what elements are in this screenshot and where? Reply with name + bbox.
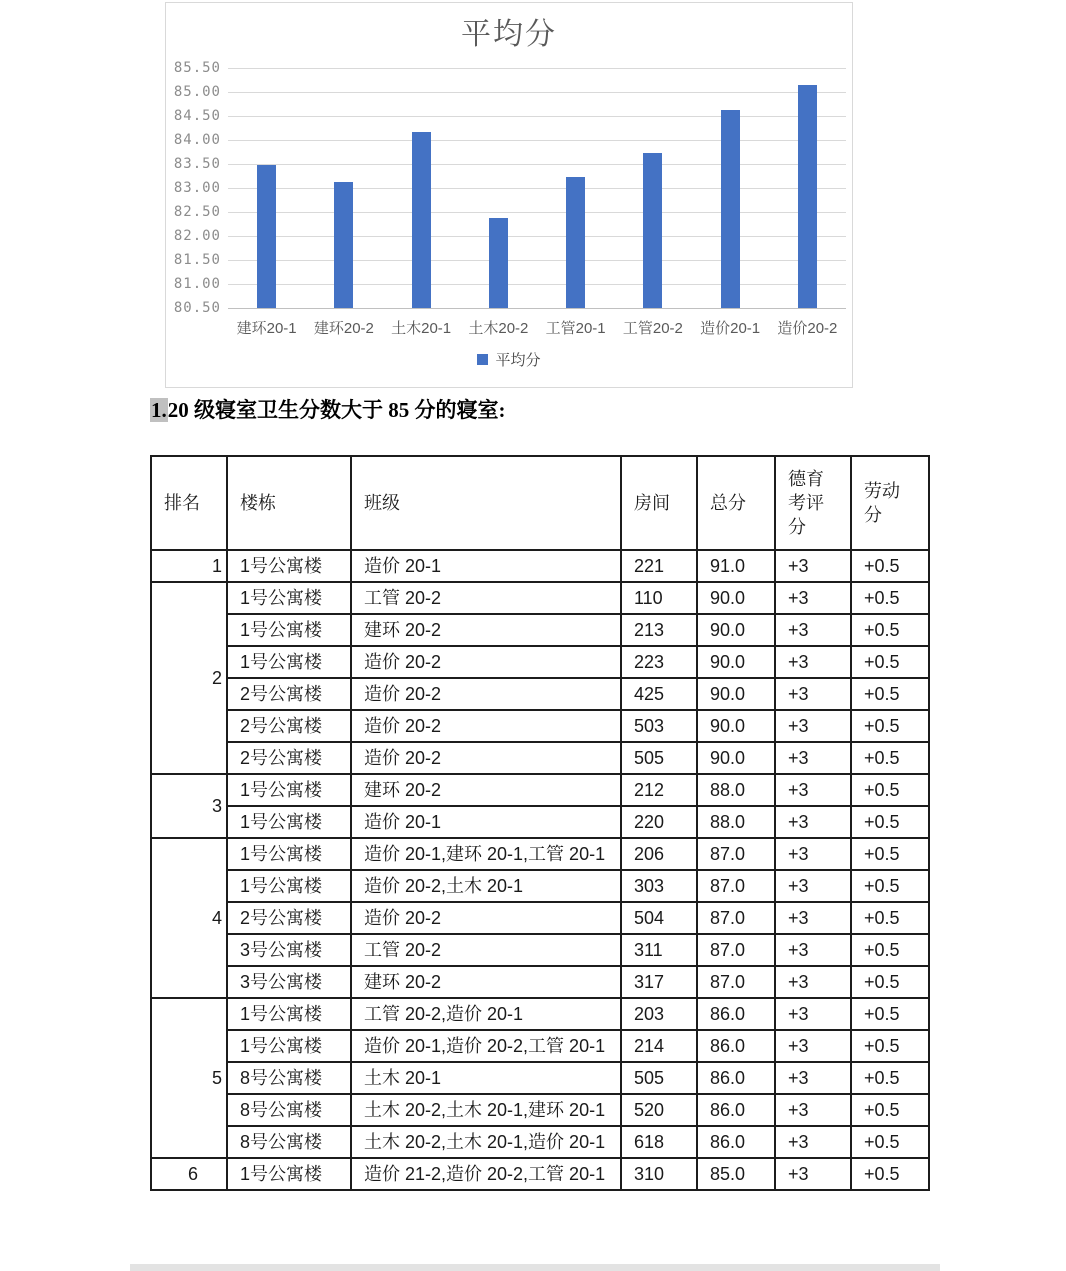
gridline: [228, 188, 846, 189]
labor-score-cell: +0.5: [851, 742, 929, 774]
heading-number-highlight: 1.: [151, 398, 167, 422]
building-cell: 1号公寓楼: [227, 806, 351, 838]
table-row: [151, 998, 929, 1030]
class-cell: 造价 20-1,造价 20-2,工管 20-1: [351, 1030, 621, 1062]
table-row: [151, 774, 929, 806]
room-cell: 520: [621, 1094, 697, 1126]
moral-score-cell: +3: [775, 1094, 851, 1126]
labor-score-cell: +0.5: [851, 1158, 929, 1190]
table-row: [151, 646, 929, 678]
moral-score-cell: +3: [775, 774, 851, 806]
room-cell: 505: [621, 742, 697, 774]
labor-score-cell: +0.5: [851, 902, 929, 934]
gridline: [228, 236, 846, 237]
moral-score-cell: +3: [775, 1126, 851, 1158]
room-cell: 504: [621, 902, 697, 934]
table-row: [151, 902, 929, 934]
y-axis-tick-label: 84.00: [173, 132, 221, 148]
y-axis-tick-label: 85.00: [173, 84, 221, 100]
room-cell: 213: [621, 614, 697, 646]
labor-score-cell: +0.5: [851, 774, 929, 806]
rank-value: 2: [211, 668, 222, 688]
room-cell: 311: [621, 934, 697, 966]
building-cell: 1号公寓楼: [227, 550, 351, 582]
labor-score-cell: +0.5: [851, 998, 929, 1030]
moral-score-cell: +3: [775, 710, 851, 742]
x-axis-category-label: 建环20-2: [313, 320, 374, 337]
building-cell: 2号公寓楼: [227, 678, 351, 710]
rank-cell: [151, 838, 227, 998]
class-cell: 工管 20-2: [351, 582, 621, 614]
section-heading: [150, 394, 506, 424]
chart-title: 平均分: [461, 18, 557, 51]
labor-score-cell: +0.5: [851, 870, 929, 902]
x-axis-category-label: 造价20-2: [777, 320, 838, 337]
rank-value: 6: [187, 1164, 198, 1184]
class-cell: 造价 20-1: [351, 550, 621, 582]
total-cell: 91.0: [697, 550, 775, 582]
building-cell: 8号公寓楼: [227, 1094, 351, 1126]
chart-bar-5: [643, 153, 662, 308]
moral-score-cell: +3: [775, 966, 851, 998]
class-cell: 土木 20-1: [351, 1062, 621, 1094]
moral-score-cell: +3: [775, 902, 851, 934]
chart-bar-2: [412, 132, 431, 308]
y-axis-tick-label: 81.50: [173, 252, 221, 268]
moral-score-cell: +3: [775, 614, 851, 646]
chart-bar-7: [798, 85, 817, 308]
rank-value: 1: [211, 556, 222, 576]
y-axis-tick-label: 82.00: [173, 228, 221, 244]
class-cell: 造价 20-2,土木 20-1: [351, 870, 621, 902]
total-cell: 88.0: [697, 774, 775, 806]
room-cell: 221: [621, 550, 697, 582]
gridline: [228, 308, 846, 309]
building-cell: 1号公寓楼: [227, 838, 351, 870]
moral-score-cell: +3: [775, 550, 851, 582]
table-row: [151, 1030, 929, 1062]
y-axis-tick-label: 81.00: [173, 276, 221, 292]
labor-score-cell: +0.5: [851, 646, 929, 678]
total-cell: 90.0: [697, 646, 775, 678]
table-row: [151, 550, 929, 582]
class-cell: 土木 20-2,土木 20-1,造价 20-1: [351, 1126, 621, 1158]
class-cell: 建环 20-2: [351, 614, 621, 646]
x-axis-category-label: 工管20-2: [622, 320, 683, 337]
total-cell: 87.0: [697, 870, 775, 902]
labor-score-cell: +0.5: [851, 710, 929, 742]
total-cell: 86.0: [697, 998, 775, 1030]
col-header-room: 房间: [621, 456, 697, 550]
chart-plot-area: [228, 68, 846, 337]
table-row: [151, 806, 929, 838]
gridline: [228, 92, 846, 93]
chart-legend: [166, 349, 852, 370]
building-cell: 1号公寓楼: [227, 582, 351, 614]
y-axis-tick-label: 83.50: [173, 156, 221, 172]
class-cell: 造价 20-2: [351, 646, 621, 678]
chart-bar-0: [257, 165, 276, 308]
room-cell: 503: [621, 710, 697, 742]
table-row: [151, 710, 929, 742]
labor-score-cell: +0.5: [851, 614, 929, 646]
rank-cell: [151, 550, 227, 582]
moral-score-cell: +3: [775, 998, 851, 1030]
moral-score-cell: +3: [775, 806, 851, 838]
room-cell: 303: [621, 870, 697, 902]
col-header-building: 楼栋: [227, 456, 351, 550]
table-row: [151, 966, 929, 998]
room-cell: 425: [621, 678, 697, 710]
class-cell: 造价 20-2: [351, 902, 621, 934]
labor-score-cell: +0.5: [851, 1062, 929, 1094]
moral-score-cell: +3: [775, 1158, 851, 1190]
room-cell: 317: [621, 966, 697, 998]
labor-score-cell: +0.5: [851, 838, 929, 870]
room-cell: 223: [621, 646, 697, 678]
table-row: [151, 1158, 929, 1190]
room-cell: 110: [621, 582, 697, 614]
moral-score-cell: +3: [775, 678, 851, 710]
legend-swatch-icon: [477, 354, 488, 365]
building-cell: 3号公寓楼: [227, 966, 351, 998]
x-axis-category-label: 建环20-1: [236, 320, 297, 337]
rank-cell: [151, 1158, 227, 1190]
building-cell: 8号公寓楼: [227, 1126, 351, 1158]
total-cell: 87.0: [697, 902, 775, 934]
total-cell: 87.0: [697, 934, 775, 966]
moral-score-cell: +3: [775, 646, 851, 678]
building-cell: 1号公寓楼: [227, 998, 351, 1030]
room-cell: 203: [621, 998, 697, 1030]
moral-score-cell: +3: [775, 1030, 851, 1062]
gridline: [228, 116, 846, 117]
moral-score-cell: +3: [775, 870, 851, 902]
room-cell: 505: [621, 1062, 697, 1094]
table-row: [151, 870, 929, 902]
page-edge-strip: [130, 1264, 940, 1271]
gridline: [228, 212, 846, 213]
y-axis-tick-label: 85.50: [173, 60, 221, 76]
room-cell: 212: [621, 774, 697, 806]
rank-cell: [151, 774, 227, 838]
x-axis-category-label: 工管20-1: [545, 320, 606, 337]
y-axis-tick-label: 80.50: [173, 300, 221, 316]
room-cell: 310: [621, 1158, 697, 1190]
rank-value: 4: [211, 908, 222, 928]
chart-bar-3: [489, 218, 508, 308]
room-cell: 220: [621, 806, 697, 838]
total-cell: 86.0: [697, 1062, 775, 1094]
average-score-chart: [165, 2, 853, 388]
table-row: [151, 1062, 929, 1094]
chart-bar-1: [334, 182, 353, 308]
building-cell: 3号公寓楼: [227, 934, 351, 966]
y-axis-tick-label: 82.50: [173, 204, 221, 220]
x-axis-category-label: 造价20-1: [700, 320, 761, 337]
building-cell: 2号公寓楼: [227, 710, 351, 742]
building-cell: 1号公寓楼: [227, 1158, 351, 1190]
room-cell: 618: [621, 1126, 697, 1158]
total-cell: 86.0: [697, 1126, 775, 1158]
labor-score-cell: +0.5: [851, 678, 929, 710]
total-cell: 87.0: [697, 838, 775, 870]
rank-cell: [151, 582, 227, 774]
labor-score-cell: +0.5: [851, 1126, 929, 1158]
total-cell: 90.0: [697, 614, 775, 646]
labor-score-cell: +0.5: [851, 582, 929, 614]
moral-score-cell: +3: [775, 934, 851, 966]
rank-value: 3: [211, 796, 222, 816]
y-axis-tick-label: 83.00: [173, 180, 221, 196]
labor-score-cell: +0.5: [851, 934, 929, 966]
table-row: [151, 838, 929, 870]
table-row: [151, 582, 929, 614]
building-cell: 1号公寓楼: [227, 614, 351, 646]
x-axis-category-label: 土木20-1: [391, 320, 452, 337]
class-cell: 造价 20-2: [351, 678, 621, 710]
rank-value: 5: [211, 1068, 222, 1088]
class-cell: 建环 20-2: [351, 966, 621, 998]
gridline: [228, 260, 846, 261]
total-cell: 86.0: [697, 1094, 775, 1126]
class-cell: 造价 20-2: [351, 742, 621, 774]
building-cell: 2号公寓楼: [227, 742, 351, 774]
class-cell: 工管 20-2,造价 20-1: [351, 998, 621, 1030]
labor-score-cell: +0.5: [851, 966, 929, 998]
total-cell: 90.0: [697, 742, 775, 774]
labor-score-cell: +0.5: [851, 1094, 929, 1126]
class-cell: 造价 21-2,造价 20-2,工管 20-1: [351, 1158, 621, 1190]
labor-score-cell: +0.5: [851, 1030, 929, 1062]
rank-cell: [151, 998, 227, 1158]
table-row: [151, 1126, 929, 1158]
total-cell: 88.0: [697, 806, 775, 838]
moral-score-cell: +3: [775, 838, 851, 870]
dorm-score-table: [150, 455, 930, 1191]
class-cell: 建环 20-2: [351, 774, 621, 806]
building-cell: 1号公寓楼: [227, 870, 351, 902]
table-row: [151, 742, 929, 774]
moral-score-cell: +3: [775, 742, 851, 774]
class-cell: 造价 20-1: [351, 806, 621, 838]
table-header-row: [151, 456, 929, 550]
building-cell: 1号公寓楼: [227, 646, 351, 678]
gridline: [228, 164, 846, 165]
table-row: [151, 614, 929, 646]
col-header-class: 班级: [351, 456, 621, 550]
x-axis-category-label: 土木20-2: [468, 320, 529, 337]
labor-score-cell: +0.5: [851, 806, 929, 838]
class-cell: 土木 20-2,土木 20-1,建环 20-1: [351, 1094, 621, 1126]
building-cell: 2号公寓楼: [227, 902, 351, 934]
moral-score-cell: +3: [775, 1062, 851, 1094]
col-header-total: 总分: [697, 456, 775, 550]
total-cell: 87.0: [697, 966, 775, 998]
building-cell: 8号公寓楼: [227, 1062, 351, 1094]
total-cell: 90.0: [697, 678, 775, 710]
class-cell: 工管 20-2: [351, 934, 621, 966]
building-cell: 1号公寓楼: [227, 774, 351, 806]
class-cell: 造价 20-2: [351, 710, 621, 742]
table-row: [151, 934, 929, 966]
chart-bar-6: [721, 110, 740, 308]
chart-bar-4: [566, 177, 585, 308]
y-axis-tick-label: 84.50: [173, 108, 221, 124]
total-cell: 90.0: [697, 582, 775, 614]
total-cell: 90.0: [697, 710, 775, 742]
gridline: [228, 284, 846, 285]
building-cell: 1号公寓楼: [227, 1030, 351, 1062]
gridline: [228, 68, 846, 69]
col-header-moral-score: 德育考评分: [775, 456, 851, 550]
legend-label: 平均分: [495, 352, 541, 369]
moral-score-cell: +3: [775, 582, 851, 614]
room-cell: 206: [621, 838, 697, 870]
total-cell: 85.0: [697, 1158, 775, 1190]
room-cell: 214: [621, 1030, 697, 1062]
table-row: [151, 1094, 929, 1126]
heading-text: 20 级寝室卫生分数大于 85 分的寝室:: [167, 398, 506, 422]
table-row: [151, 678, 929, 710]
class-cell: 造价 20-1,建环 20-1,工管 20-1: [351, 838, 621, 870]
gridline: [228, 140, 846, 141]
col-header-rank: 排名: [151, 456, 227, 550]
labor-score-cell: +0.5: [851, 550, 929, 582]
col-header-labor-score: 劳动分: [851, 456, 929, 550]
total-cell: 86.0: [697, 1030, 775, 1062]
